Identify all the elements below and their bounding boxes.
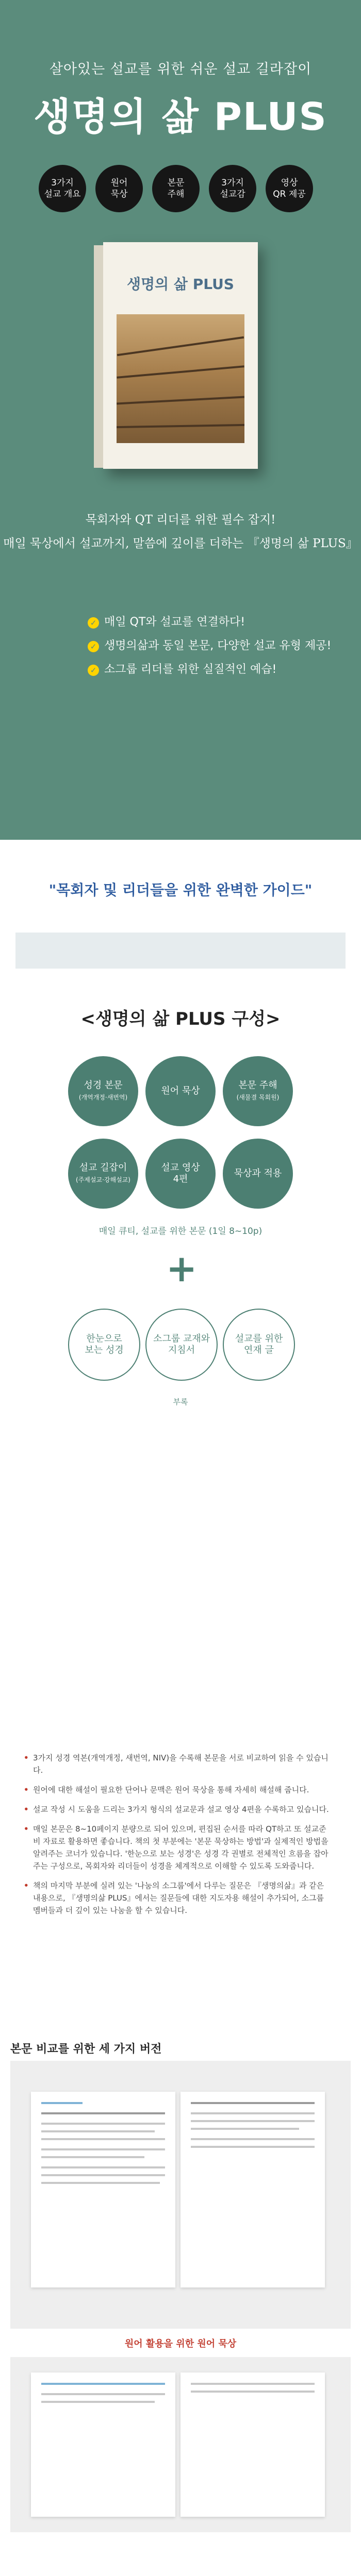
feature-list [24,1752,333,1924]
appendix-item: 한눈으로 보는 성경 [68,1309,140,1381]
list-item: • 매일 본문은 8~10페이지 분량으로 되어 있으며, 편집된 순서를 따라 QT하고 또 설교준비 자료로 활용하면 좋습니다. 책의 첫 부분에는 '본문 묵상하는 방법'과 실제적인 방법을 알려주는 코너가 있습니다. '한눈으로 보는 성경'은 성경 각 권별로 전체적인 흐름을 잡아 주는 구성으로, 목회자와 리더들이 성경을 체계적으로 이해할 수 있도록 도와줍니다. [24,1824,329,1871]
hero-title: 생명의 삶 PLUS [34,95,327,139]
appendix-caption: 부록 [173,1397,188,1406]
feature-badge: 3가지 설교 개요 [39,165,86,212]
composition-caption: 매일 큐티, 설교를 위한 본문 (1일 8~10p) [99,1226,262,1236]
book-cover-photo [117,314,244,443]
composition-item: 원어 묵상 [145,1056,216,1126]
feature-badge: 영상 QR 제공 [266,165,313,212]
composition-item: 묵상과 적용 [223,1139,293,1209]
check-item: ✓ 매일 QT와 설교를 연결하다! [88,613,245,629]
compare-pages-image [10,2061,351,2329]
book-cover-title: 생명의 삶 PLUS [127,276,234,293]
hero-eyebrow: 살아있는 설교를 위한 쉬운 설교 길라잡이 [49,61,312,77]
feature-badge: 원어 묵상 [95,165,143,212]
check-item: ✓ 소그룹 리더를 위한 실질적인 예습! [88,660,276,676]
check-icon: ✓ [88,641,99,652]
book-cover [103,242,258,469]
guide-quote: "목회자 및 리더들을 위한 완벽한 가이드" [48,882,313,899]
composition-item: 본문 주해 (새물결 목회원) [223,1056,293,1126]
feature-badge: 본문 주해 [152,165,200,212]
list-item: • 설교 작성 시 도움을 드리는 3가지 형식의 설교문과 설교 영상 4편을 수록하고 있습니다. [24,1805,329,1814]
composition-item: 설교 영상 4편 [145,1139,216,1209]
composition-item: 성경 본문 (개역개정·새번역) [68,1056,138,1126]
original-pages-image [10,2357,351,2532]
list-item: • 책의 마지막 부분에 실려 있는 '나눔의 소그룹'에서 다루는 질문은 『생명의삶』과 같은 내용으로, 『생명의삶 PLUS』에서는 질문들에 대한 지도자용 해설이 추가되어, 소그룹 멤버들과 더 깊이 있는 나눔을 할 수 있습니다. [24,1881,324,1915]
composition-title: <생명의 삶 PLUS 구성> [80,1009,281,1029]
quote-underline [15,933,346,969]
hero-desc-line1: 목회자와 QT 리더를 위한 필수 잡지! [85,513,276,527]
list-item: • 3가지 성경 역본(개역개정, 새번역, NIV)을 수록해 본문을 서로 비교하여 읽을 수 있습니다. [24,1753,329,1775]
list-item: • 원어에 대한 해설이 필요한 단어나 문맥은 원어 묵상을 통해 자세히 해설해 줍니다. [24,1785,309,1794]
hero-section [0,0,361,840]
feature-badge: 3가지 설교감 [209,165,256,212]
check-item: ✓ 생명의삶과 동일 본문, 다양한 설교 유형 제공! [88,637,331,653]
hero-desc-line2: 매일 묵상에서 설교까지, 말씀에 깊이를 더하는 『생명의 삶 PLUS』 [3,537,358,550]
appendix-item: 소그룹 교재와 지침서 [145,1309,218,1381]
appendix-item: 설교를 위한 연재 글 [223,1309,295,1381]
original-caption: 원어 활용을 위한 원어 묵상 [124,2338,237,2349]
plus-icon: + [166,1247,198,1290]
check-icon: ✓ [88,665,99,676]
compare-title: 본문 비교를 위한 세 가지 버전 [10,2043,162,2056]
check-icon: ✓ [88,617,99,629]
composition-item: 설교 길잡이 (주제설교·강해설교) [68,1139,138,1209]
